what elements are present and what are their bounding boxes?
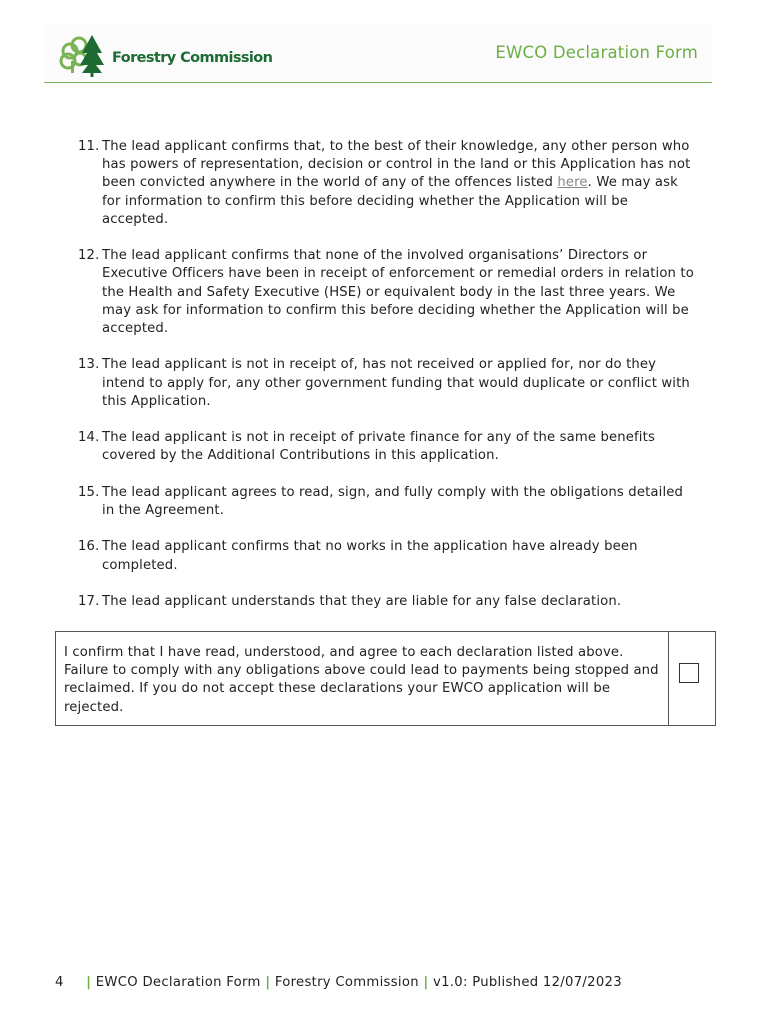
footer-doc-title: EWCO Declaration Form [95, 975, 261, 990]
declaration-item [78, 484, 698, 520]
declaration-number: 14. [78, 430, 100, 446]
declaration-text: The lead applicant confirms that, to the best of their knowledge, any other person who has powers of representation, decision or control in the land or this Application has not been convicted anywhere in the world of any of the offences listed here. We may ask for information to confirm this before deciding whether the Application will be accepted. [102, 139, 691, 227]
declaration-item [78, 538, 698, 574]
footer-separator: | [423, 975, 429, 990]
declaration-item [78, 247, 698, 338]
declaration-text: The lead applicant is not in receipt of private finance for any of the same benefits covered by the Additional Contributions in this application. [102, 430, 655, 464]
page-number: 4 [55, 975, 64, 990]
forestry-commission-logo [58, 33, 272, 77]
page-footer [55, 975, 622, 990]
declaration-number: 16. [78, 539, 100, 555]
declaration-text: The lead applicant agrees to read, sign, and fully comply with the obligations detailed in the Agreement. [102, 484, 684, 518]
declaration-text: The lead applicant understands that they are liable for any false declaration. [102, 593, 622, 609]
footer-separator: | [86, 975, 92, 990]
declaration-number: 15. [78, 484, 100, 500]
declaration-number: 11. [78, 139, 100, 154]
declaration-text: The lead applicant is not in receipt of, has not received or applied for, nor do they intend to apply for, any other government funding that would duplicate or conflict with this Application. [102, 357, 690, 409]
declaration-list [78, 138, 698, 629]
declaration-number: 12. [78, 248, 100, 264]
logo-text: Forestry Commission [112, 50, 273, 66]
tree-logo-icon [58, 33, 108, 77]
declaration-item [78, 138, 698, 229]
declaration-number: 17. [78, 593, 100, 609]
declaration-text: The lead applicant confirms that none of the involved organisations’ Directors or Executive Officers have been in receipt of enforcement or remedial orders in relation to the Health and Safety Executive (HSE) or equivalent body in the last three years. We may ask for information to confirm this before deciding whether the Application will be accepted. [102, 248, 694, 337]
confirmation-box [55, 631, 716, 726]
declaration-item [78, 429, 698, 465]
confirm-checkbox[interactable] [679, 663, 699, 683]
confirmation-checkbox-cell [668, 632, 715, 725]
declaration-item [78, 593, 698, 611]
declaration-text: The lead applicant confirms that no works in the application have already been completed. [102, 539, 638, 573]
page-header [44, 24, 712, 83]
footer-version: v1.0: Published 12/07/2023 [433, 975, 622, 990]
declaration-item [78, 356, 698, 411]
offences-link[interactable]: here [557, 175, 588, 191]
confirmation-text: I confirm that I have read, understood, and agree to each declaration listed above. Failure to comply with any obligations above could lead to payments being stopped and reclaimed. If you do not accept these declarations your EWCO application will be rejected. [64, 645, 659, 715]
declaration-number: 13. [78, 357, 100, 373]
footer-org: Forestry Commission [274, 975, 419, 990]
footer-separator: | [265, 975, 271, 990]
form-title: EWCO Declaration Form [495, 43, 698, 62]
